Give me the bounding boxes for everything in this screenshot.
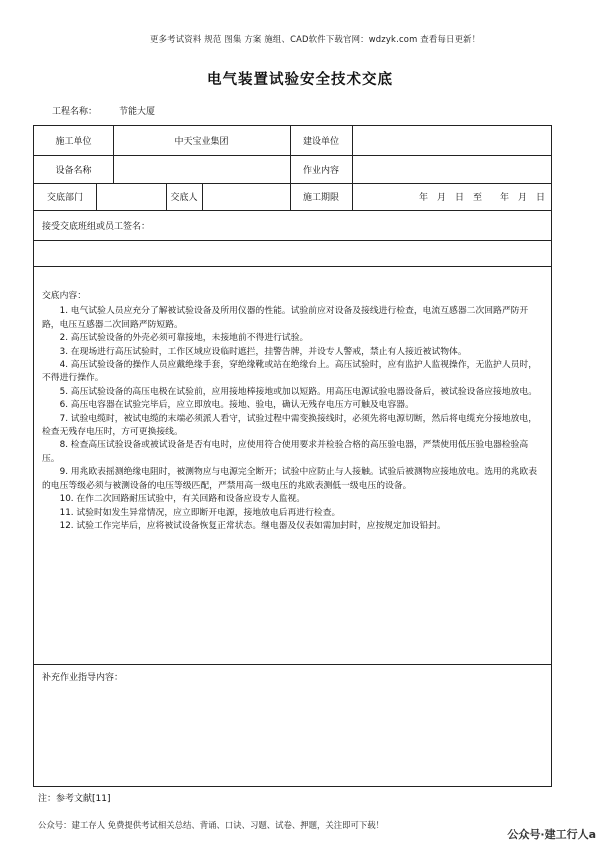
construction-unit-value: 中天宝业集团 <box>174 137 229 147</box>
discloser-value <box>202 183 290 210</box>
content-item: 2. 高压试验设备的外壳必须可靠接地，未接地前不得进行试验。 <box>59 333 309 344</box>
content-label: 交底内容： <box>42 291 86 301</box>
watermark: 公众号·建工行人a <box>507 828 596 841</box>
client-unit-label: 建设单位 <box>302 137 339 147</box>
content-item: 12. 试验工作完毕后，应将被试设备恢复正常状态。继电器及仪表如需加封时，应按规定加设铅封。 <box>59 520 446 531</box>
work-content-value <box>352 155 551 183</box>
form-row-sign <box>34 210 551 241</box>
content-item: 6. 高压电容器在试验完毕后，应立即放电。接地、验电，确认无残存电压方可触及电容器。 <box>59 400 414 411</box>
period-value: 年 月 日 至 年 月 日 <box>418 193 545 203</box>
content-item: 9. 用兆欧表摇测绝缘电阻时，被测物应与电源完全断开；试验中应防止与人接触。试验后被测物应接地放电。选用的兆欧表的电压等级必须与被测设备的电压等级匹配，严禁用高一级电压的兆欧表测低一级电压的设备。 <box>42 467 538 491</box>
content-item: 7. 试验电缆时，被试电缆的末端必须派人看守，试验过程中需变换接线时，必须先将电源切断，然后将电缆充分接地放电，检查无残存电压时，方可更换接线。 <box>42 413 538 438</box>
sign-label: 接受交底班组或员工签名： <box>42 221 151 232</box>
department-label: 交底部门 <box>46 193 83 203</box>
content-item: 10. 在作二次回路耐压试验中，有关回路和设备应设专人监视。 <box>59 494 306 505</box>
device-name-label: 设备名称 <box>55 165 92 176</box>
project-line <box>52 104 155 117</box>
header-note: 更多考试资料 规范 图集 方案 施组、CAD软件下载官网：wdzyk.com 查看每日更新！ <box>150 34 481 44</box>
discloser-label: 交底人 <box>170 193 198 203</box>
content-divider <box>34 664 551 665</box>
form-row-sign-area <box>34 240 551 267</box>
reference-note: 注：参考文献[11] <box>38 794 111 804</box>
page-title: 电气装置试验安全技术交底 <box>207 72 393 88</box>
period-label: 施工期限 <box>302 193 339 203</box>
content-item: 8. 检查高压试验设备或被试设备是否有电时，应使用符合使用要求并检验合格的高压验电器，严禁使用低压验电器检验高压。 <box>42 440 529 464</box>
content-item: 4. 高压试验设备的操作人员应戴绝缘手套，穿绝缘靴或站在绝缘台上。高压试验时，应有监护人监视操作，无监护人员时，不得进行操作。 <box>42 360 538 384</box>
content-item: 11. 试验时如发生异常情况，应立即断开电源，接地放电后再进行检查。 <box>59 507 341 518</box>
form-row-device <box>34 155 551 184</box>
client-unit-value <box>352 126 551 155</box>
construction-unit-label: 施工单位 <box>55 137 92 147</box>
form-row-dept <box>34 183 551 211</box>
footer-note: 公众号：建工存人 免费提供考试相关总结、背诵、口诀、习题、试卷、押题，关注即可下载！ <box>38 820 385 830</box>
supplement-label: 补充作业指导内容： <box>42 673 124 683</box>
content-item: 1. 电气试验人员应充分了解被试验设备及所用仪器的性能。试验前应对设备及接线进行检查，电流互感器二次回路严防开路，电压互感器二次回路严防短路。 <box>42 306 529 330</box>
project-label: 工程名称： <box>52 107 98 117</box>
project-value: 节能大厦 <box>119 107 156 117</box>
disclosure-form <box>33 125 552 787</box>
content-item: 5. 高压试验设备的高压电极在试验前，应用接地棒接地或加以短路。用高压电源试验电器设备后，被试验设备应接地放电。 <box>59 386 538 397</box>
content-item: 3. 在现场进行高压试验时，工作区域应设临时遮拦，挂警告牌，并设专人警戒，禁止有人接近被试物体。 <box>59 346 467 357</box>
device-name-value <box>113 155 290 183</box>
disclosure-content <box>42 290 541 533</box>
work-content-label: 作业内容 <box>302 165 339 176</box>
department-value <box>96 183 166 210</box>
form-row-unit <box>34 126 551 156</box>
